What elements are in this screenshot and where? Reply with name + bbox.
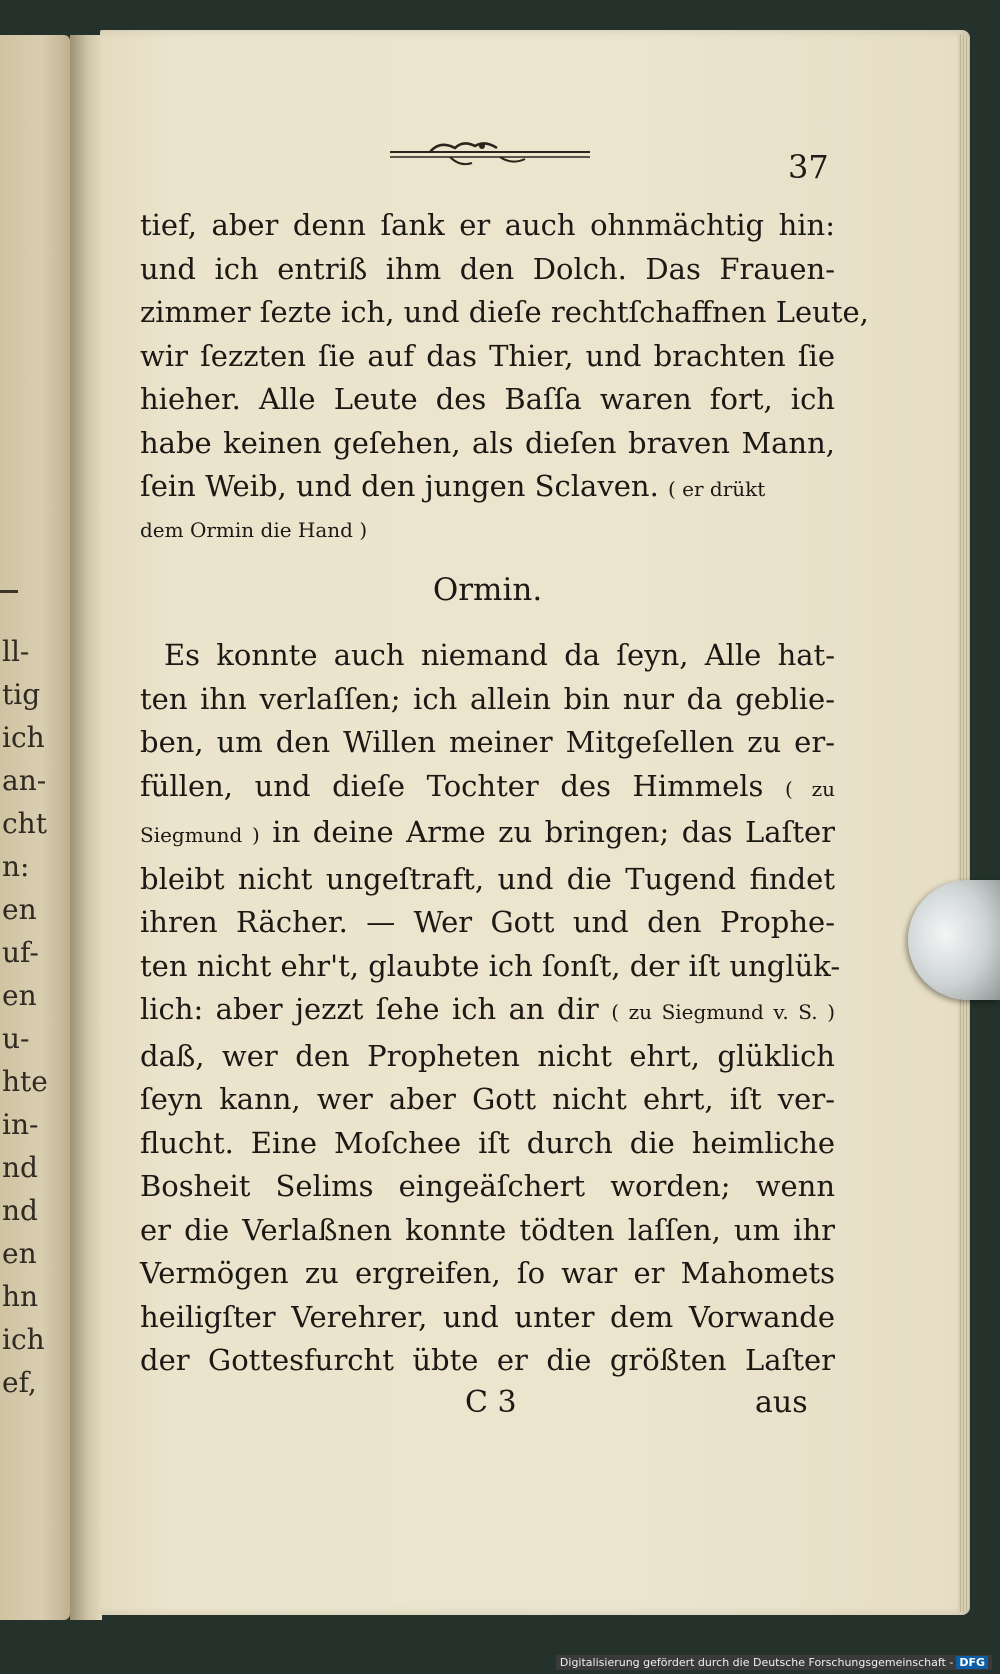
line-text: in deine Arme zu bringen; das Laſter bbox=[272, 815, 835, 849]
text-line: und ich entriß ihm den Dolch. Das Frauen- bbox=[140, 251, 835, 286]
text-line: er die Verlaßnen konnte tödten laſſen, um ihr bbox=[140, 1212, 835, 1247]
paragraph-1 bbox=[140, 204, 869, 548]
page-edge bbox=[958, 34, 970, 1612]
left-page-fragment: hn bbox=[2, 1280, 39, 1313]
text-line bbox=[140, 988, 835, 1035]
stage-direction: ( zu Siegmund v. S. ) bbox=[611, 1000, 836, 1024]
text-line: bleibt nicht ungeſtraft, und die Tugend findet bbox=[140, 861, 835, 896]
text-line bbox=[140, 465, 835, 512]
digitization-credit bbox=[556, 1655, 992, 1670]
text-line: tief, aber denn ſank er auch ohnmächtig hin: bbox=[140, 208, 835, 242]
left-page-fragment: cht bbox=[2, 807, 47, 840]
book-spine bbox=[70, 35, 102, 1620]
text-line: ten ihn verlaſſen; ich allein bin nur da geblie- bbox=[140, 681, 835, 716]
text-line: Vermögen zu ergreifen, ſo war er Mahomets bbox=[140, 1256, 835, 1290]
text-line: wir ſezzten ſie auf das Thier, und brachten ſie bbox=[140, 338, 835, 373]
left-page-fragment: in- bbox=[2, 1108, 39, 1141]
left-page-dash bbox=[0, 590, 18, 593]
line-text: lich: aber jezzt ſehe ich an dir bbox=[140, 992, 599, 1026]
left-facing-page bbox=[0, 35, 70, 1620]
line-text: füllen, und dieſe Tochter des Himmels bbox=[140, 768, 764, 803]
text-line: heiligſter Verehrer, und unter dem Vorwande bbox=[140, 1299, 835, 1334]
left-page-fragment: ef, bbox=[2, 1366, 37, 1399]
text-line: hieher. Alle Leute des Baſſa waren fort, ich bbox=[140, 382, 835, 416]
text-line: ben, um den Willen meiner Mitgeſellen zu er- bbox=[140, 725, 835, 759]
text-line bbox=[140, 765, 835, 812]
left-page-fragment: nd bbox=[2, 1151, 38, 1184]
stage-direction: ( er drükt bbox=[668, 477, 766, 501]
text-line: Es konnte auch niemand da ſeyn, Alle hat- bbox=[164, 638, 835, 672]
left-page-fragment: hte bbox=[2, 1065, 48, 1098]
line-text: ſein Weib, und den jungen Sclaven. bbox=[140, 469, 659, 503]
text-line: daß, wer den Propheten nicht ehrt, glüklich bbox=[140, 1038, 835, 1073]
left-page-fragment: en bbox=[2, 893, 37, 926]
text-line: habe keinen geſehen, als dieſen braven Mann, bbox=[140, 425, 835, 460]
ornament-icon bbox=[390, 140, 590, 176]
left-page-fragment: ll- bbox=[2, 635, 30, 668]
text-line: der Gottesfurcht übte er die größten Laſter bbox=[140, 1343, 835, 1377]
paragraph-2 bbox=[140, 634, 841, 1383]
text-line: flucht. Eine Moſchee iſt durch die heimliche bbox=[140, 1125, 835, 1160]
text-line: ten nicht ehr't, glaubte ich ſonſt, der iſt unglük- bbox=[140, 948, 841, 983]
left-page-fragment: an- bbox=[2, 764, 47, 797]
left-page-fragment: uf- bbox=[2, 936, 39, 969]
credit-text: Digitalisierung gefördert durch die Deutsche Forschungsgemeinschaft - bbox=[559, 1656, 954, 1669]
left-page-fragment: en bbox=[2, 979, 37, 1012]
left-page-fragment: ich bbox=[2, 1323, 45, 1356]
stage-direction: dem Ormin die Hand ) bbox=[140, 517, 368, 542]
text-line bbox=[140, 811, 835, 858]
speaker-name: Ormin. bbox=[432, 572, 543, 608]
left-page-fragment: en bbox=[2, 1237, 37, 1270]
page-number: 37 bbox=[788, 148, 829, 186]
left-page-fragment: n: bbox=[2, 850, 30, 883]
catchword: aus bbox=[755, 1385, 808, 1420]
left-page-fragment: nd bbox=[2, 1194, 38, 1227]
stage-direction: Siegmund ) bbox=[140, 823, 260, 847]
left-page-fragment: tig bbox=[2, 678, 41, 711]
signature-mark: C 3 bbox=[465, 1385, 517, 1420]
stage-direction: ( zu bbox=[785, 776, 835, 801]
dfg-logo: DFG bbox=[956, 1656, 988, 1669]
text-line: ſeyn kann, wer aber Gott nicht ehrt, iſt ver- bbox=[140, 1082, 835, 1116]
left-page-fragment: ich bbox=[2, 721, 45, 754]
left-page-fragment: u- bbox=[2, 1022, 30, 1055]
text-line: ihren Rächer. — Wer Gott und den Prophe- bbox=[140, 905, 835, 939]
text-line: zimmer ſezte ich, und dieſe rechtſchaffnen Leute, bbox=[140, 295, 869, 329]
text-line: Bosheit Selims eingeäſchert worden; wenn bbox=[140, 1169, 835, 1203]
